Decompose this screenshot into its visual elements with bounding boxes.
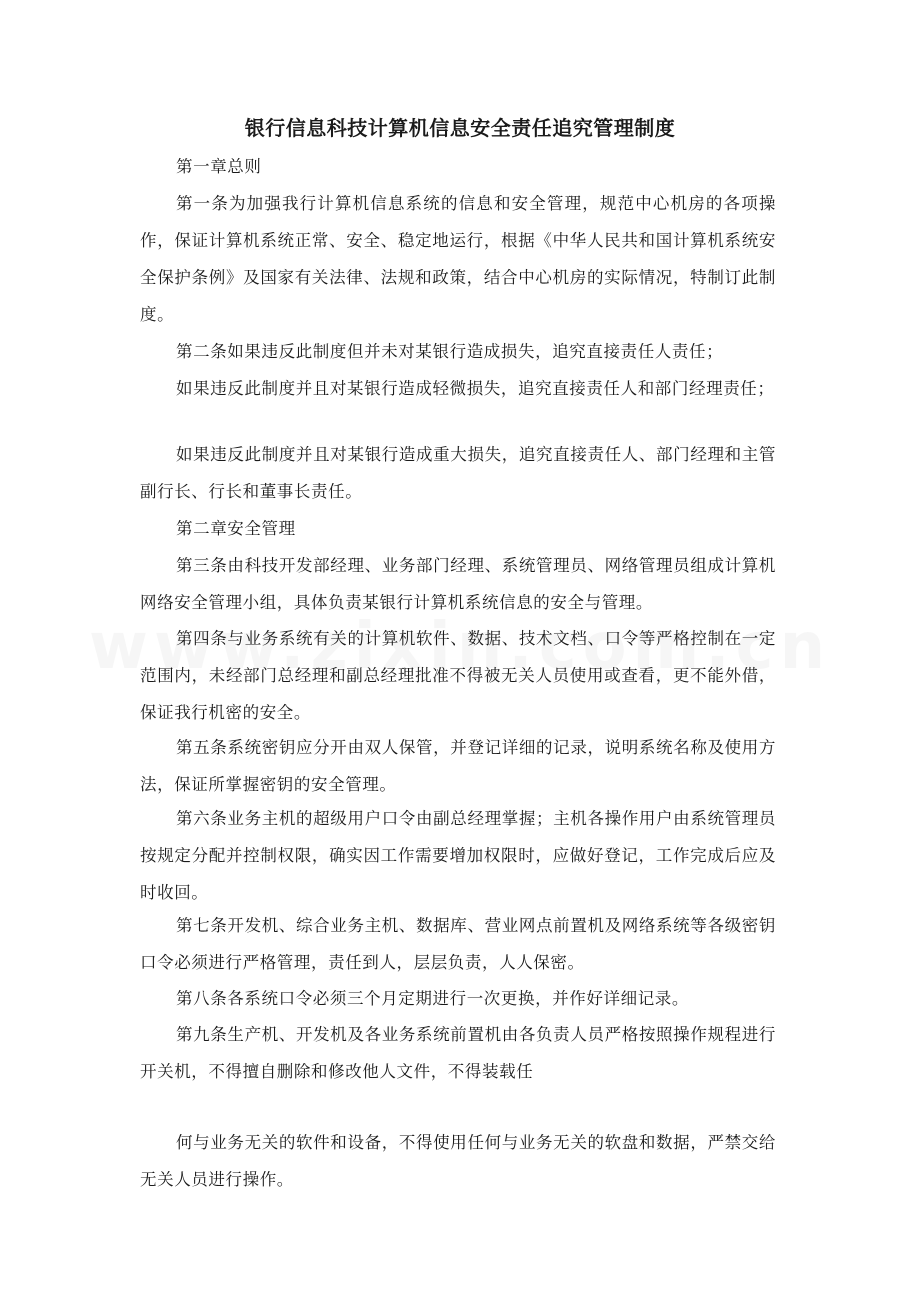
article-paragraph: 何与业务无关的软件和设备，不得使用任何与业务无关的软盘和数据，严禁交给无关人员进行操作。 <box>140 1133 776 1189</box>
chapter-heading: 第二章安全管理 <box>176 519 296 538</box>
chapter-heading: 第一章总则 <box>176 157 262 176</box>
article-paragraph: 如果违反此制度并且对某银行造成轻微损失，追究直接责任人和部门经理责任； <box>176 379 775 398</box>
article-paragraph: 第七条开发机、综合业务主机、数据库、营业网点前置机及网络系统等各级密钥口令必须进行严格管理，责任到人，层层负责，人人保密。 <box>140 916 776 972</box>
article-paragraph: 第五条系统密钥应分开由双人保管，并登记详细的记录，说明系统名称及使用方法，保证所掌握密钥的安全管理。 <box>140 738 776 794</box>
article-paragraph: 第八条各系统口令必须三个月定期进行一次更换，并作好详细记录。 <box>176 989 689 1008</box>
article-paragraph: 第一条为加强我行计算机信息系统的信息和安全管理，规范中心机房的各项操作，保证计算机系统正常、安全、稳定地运行，根据《中华人民共和国计算机系统安全保护条例》及国家有关法律、法规和政策，结合中心机房的实际情况，特制订此制度。 <box>140 194 776 324</box>
article-paragraph: 第三条由科技开发部经理、业务部门经理、系统管理员、网络管理员组成计算机网络安全管理小组，具体负责某银行计算机系统信息的安全与管理。 <box>140 556 776 612</box>
article-paragraph: 第九条生产机、开发机及各业务系统前置机由各负责人员严格按照操作规程进行开关机，不得擅自删除和修改他人文件，不得装载任 <box>140 1025 776 1081</box>
document-title: 银行信息科技计算机信息安全责任追究管理制度 <box>244 116 676 140</box>
article-paragraph: 第二条如果违反此制度但并未对某银行造成损失，追究直接责任人责任； <box>176 342 724 361</box>
article-paragraph: 第四条与业务系统有关的计算机软件、数据、技术文档、口令等严格控制在一定范围内，未经部门总经理和副总经理批准不得被无关人员使用或查看，更不能外借，保证我行机密的安全。 <box>140 629 776 722</box>
article-paragraph: 如果违反此制度并且对某银行造成重大损失，追究直接责任人、部门经理和主管副行长、行长和董事长责任。 <box>140 445 776 501</box>
article-paragraph: 第六条业务主机的超级用户口令由副总经理掌握；主机各操作用户由系统管理员按规定分配并控制权限，确实因工作需要增加权限时，应做好登记，工作完成后应及时收回。 <box>140 809 776 902</box>
